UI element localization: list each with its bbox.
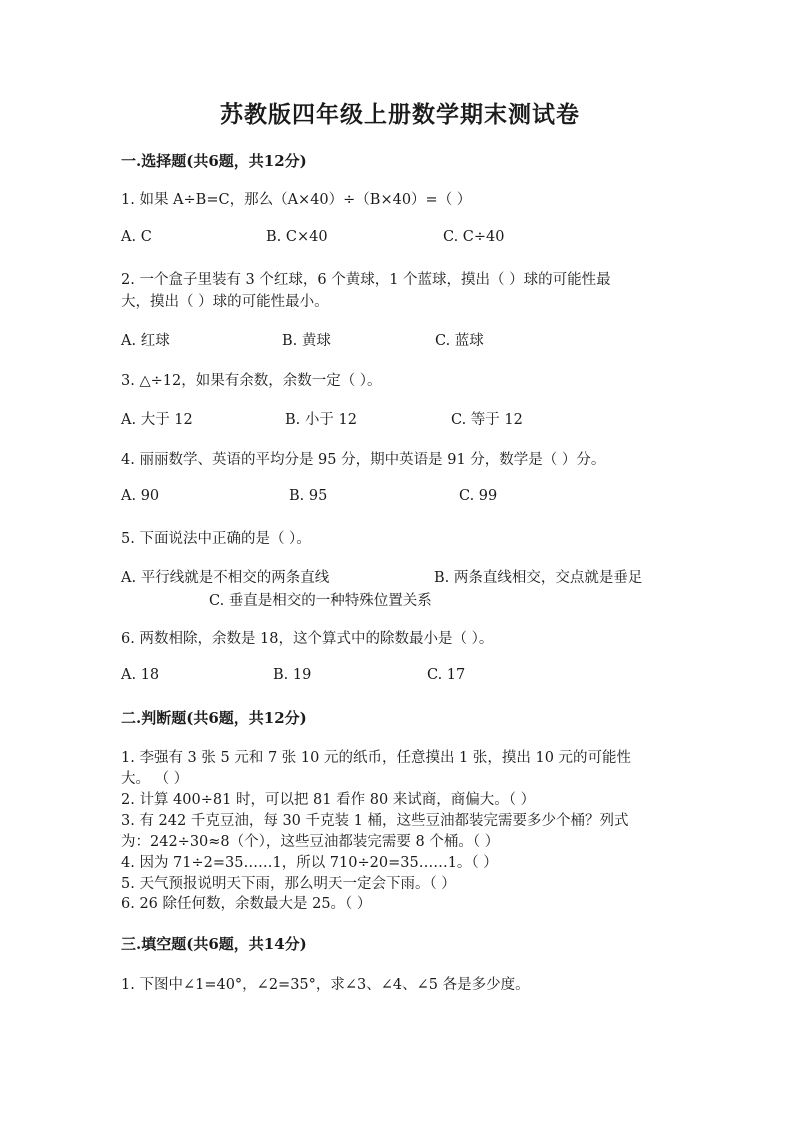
page-title: 苏教版四年级上册数学期末测试卷 — [220, 101, 580, 128]
judgment-item: 4. 因为 71÷2=35……1，所以 710÷20=35……1。（ ） — [121, 855, 498, 871]
option-a: A. C — [121, 229, 152, 245]
question-text: 2. 一个盒子里装有 3 个红球，6 个黄球，1 个蓝球，摸出（ ）球的可能性最 — [121, 272, 611, 288]
section-heading-judgment: 二.判断题(共6题，共12分) — [121, 709, 307, 727]
judgment-item: 6. 26 除任何数，余数最大是 25。（ ） — [121, 896, 372, 912]
section-heading-fill: 三.填空题(共6题，共14分) — [121, 935, 307, 953]
question-text: 4. 丽丽数学、英语的平均分是 95 分，期中英语是 91 分，数学是（ ）分。 — [121, 452, 606, 468]
judgment-item-continued: 大。 （ ） — [121, 771, 189, 787]
judgment-item-continued: 为：242÷30≈8（个），这些豆油都装完需要 8 个桶。（ ） — [121, 834, 500, 850]
option-b: B. C×40 — [266, 229, 328, 245]
option-b: B. 19 — [273, 667, 312, 683]
option-c: C. 等于 12 — [451, 412, 523, 428]
question-text: 1. 如果 A÷B=C，那么（A×40）÷（B×40）=（ ） — [121, 192, 472, 208]
question-text-continued: 大，摸出（ ）球的可能性最小。 — [121, 294, 329, 310]
judgment-item: 1. 李强有 3 张 5 元和 7 张 10 元的纸币，任意摸出 1 张，摸出 10 元的可能性 — [121, 750, 632, 766]
option-b: B. 95 — [289, 488, 328, 504]
option-a: A. 平行线就是不相交的两条直线 — [121, 570, 330, 586]
option-c: C. 垂直是相交的一种特殊位置关系 — [209, 593, 432, 609]
option-b: B. 两条直线相交，交点就是垂足 — [434, 570, 643, 586]
option-b: B. 小于 12 — [285, 412, 357, 428]
question-text: 5. 下面说法中正确的是（ ）。 — [121, 531, 311, 547]
question-text: 6. 两数相除，余数是 18，这个算式中的除数最小是（ ）。 — [121, 631, 494, 647]
judgment-item: 3. 有 242 千克豆油，每 30 千克装 1 桶，这些豆油都装完需要多少个桶？列式 — [121, 813, 629, 829]
judgment-item: 2. 计算 400÷81 时，可以把 81 看作 80 来试商，商偏大。（ ） — [121, 792, 536, 808]
option-a: A. 大于 12 — [121, 412, 193, 428]
option-c: C. C÷40 — [443, 229, 505, 245]
option-c: C. 17 — [427, 667, 466, 683]
option-a: A. 90 — [121, 488, 160, 504]
option-a: A. 18 — [121, 667, 160, 683]
section-heading-choice: 一.选择题(共6题，共12分) — [121, 152, 307, 170]
option-c: C. 99 — [459, 488, 498, 504]
option-c: C. 蓝球 — [435, 333, 484, 349]
option-a: A. 红球 — [121, 333, 170, 349]
question-text: 3. △÷12，如果有余数，余数一定（ ）。 — [121, 373, 382, 389]
judgment-item: 5. 天气预报说明天下雨，那么明天一定会下雨。（ ） — [121, 876, 456, 892]
option-b: B. 黄球 — [282, 333, 331, 349]
question-text: 1. 下图中∠1=40°，∠2=35°，求∠3、∠4、∠5 各是多少度。 — [121, 977, 530, 993]
